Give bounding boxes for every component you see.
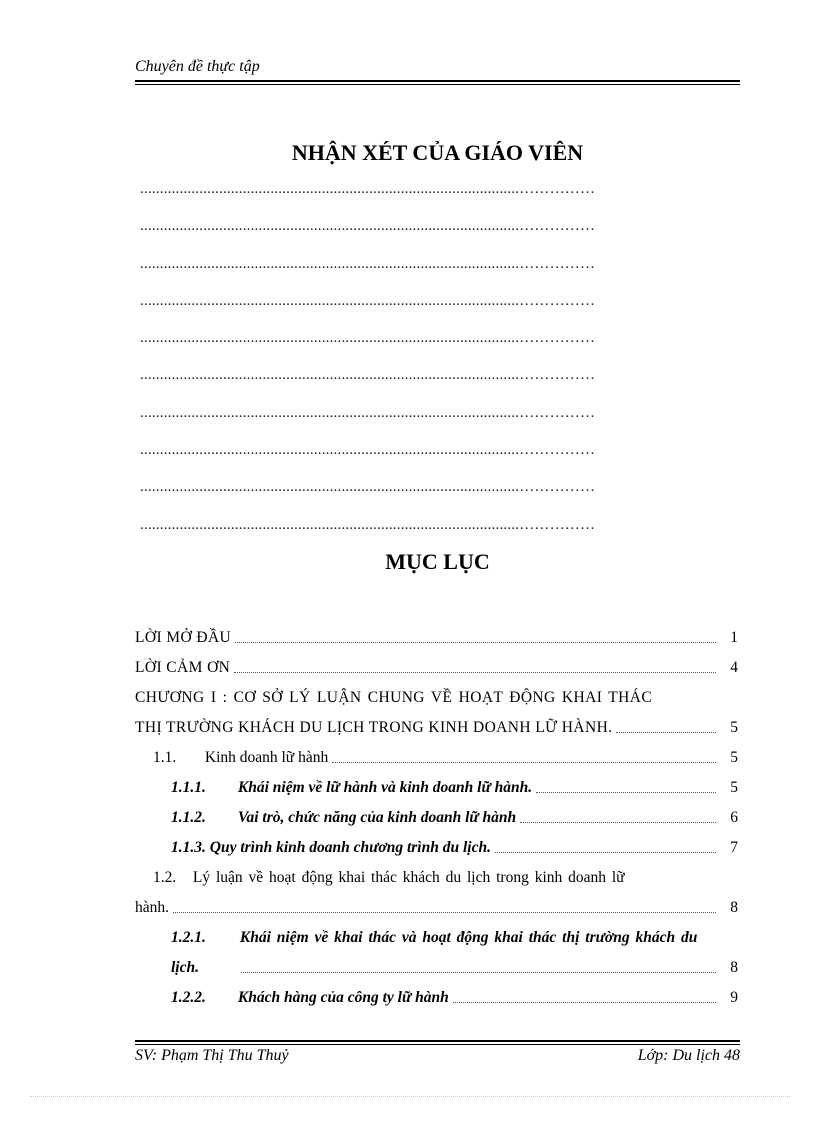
toc-entry[interactable] — [135, 920, 738, 950]
toc-entry-label: Lý luận về hoạt động khai thác khách du lịch trong kinh doanh lữ — [192, 869, 625, 886]
toc-page-number: 4 — [730, 659, 738, 676]
page-edge-divider — [30, 1095, 790, 1097]
toc-entry-label: Khái niệm về khai thác và hoạt động khai thác thị trường khách du — [239, 929, 698, 946]
toc-entry-number: 1.1. — [153, 749, 177, 766]
comment-line: ................................................................................................…………… — [140, 442, 596, 459]
toc-leader — [616, 731, 716, 733]
toc-page-number: 5 — [730, 719, 738, 736]
toc-page-number: 5 — [730, 749, 738, 766]
footer-student-name: SV: Phạm Thị Thu Thuỷ — [135, 1047, 289, 1064]
toc-page-number: 6 — [730, 809, 738, 826]
comments-title: NHẬN XÉT CỦA GIÁO VIÊN — [291, 140, 584, 165]
toc-leader — [173, 911, 716, 913]
comment-lines — [140, 180, 718, 553]
toc-entry-number: 1.2.2. — [171, 989, 206, 1006]
toc-page-number: 8 — [730, 899, 738, 916]
comment-line: ................................................................................................…………… — [140, 330, 596, 347]
toc-entry[interactable] — [135, 800, 738, 830]
toc-leader — [234, 671, 716, 673]
toc-entry[interactable] — [135, 980, 738, 1010]
toc-entry[interactable] — [135, 620, 738, 650]
comment-line: ................................................................................................…………… — [140, 181, 596, 197]
toc-entry-label: Khách hàng của công ty lữ hành — [237, 989, 449, 1006]
toc-entry[interactable] — [135, 830, 738, 860]
toc-entry-label: lịch. — [171, 959, 199, 976]
toc-title: MỤC LỤC — [385, 549, 490, 574]
toc-leader — [536, 791, 716, 793]
toc-page-number: 8 — [730, 959, 738, 976]
toc-leader — [235, 641, 716, 643]
toc-entry-continuation[interactable] — [135, 950, 738, 980]
toc-entry-number: 1.1.2. — [171, 809, 206, 826]
toc-entry-number: 1.2. — [153, 869, 177, 886]
comment-line: ................................................................................................…………… — [140, 292, 596, 309]
comment-line: ................................................................................................…………… — [140, 255, 596, 272]
toc-leader — [241, 971, 716, 973]
toc-entry-continuation[interactable] — [135, 890, 738, 920]
header-rule — [135, 80, 740, 85]
toc-leader — [332, 761, 716, 763]
toc-entry-continuation[interactable] — [135, 710, 738, 740]
toc-entry-label: LỜI CẢM ƠN — [135, 659, 231, 676]
comment-line: ................................................................................................…………… — [140, 367, 596, 384]
toc-page-number: 1 — [730, 629, 738, 646]
toc-entry[interactable] — [135, 680, 738, 710]
toc-leader — [453, 1001, 716, 1003]
toc-page-number: 7 — [730, 839, 738, 856]
toc-entry-label: hành. — [135, 899, 170, 916]
toc-entry[interactable] — [135, 650, 738, 680]
toc-entry-label: Khái niệm về lữ hành và kinh doanh lữ hành. — [237, 779, 533, 796]
header-title: Chuyên đề thực tập — [135, 58, 260, 75]
toc-leader — [495, 851, 716, 853]
comment-line: ................................................................................................…………… — [140, 218, 596, 235]
toc-entry[interactable] — [135, 770, 738, 800]
toc-page-number: 9 — [730, 989, 738, 1006]
comment-line: ................................................................................................…………… — [140, 479, 596, 496]
footer-class-name: Lớp: Du lịch 48 — [637, 1047, 740, 1064]
toc-entry-label: Vai trò, chức năng của kinh doanh lữ hành — [237, 809, 517, 826]
toc-entry-label: THỊ TRƯỜNG KHÁCH DU LỊCH TRONG KINH DOANH LỮ HÀNH. — [135, 719, 613, 736]
toc-entry[interactable] — [135, 740, 738, 770]
toc-leader — [520, 821, 716, 823]
toc-entry-label: 1.1.3. Quy trình kinh doanh chương trình du lịch. — [171, 839, 491, 856]
toc-entry-label: Kinh doanh lữ hành — [204, 749, 329, 766]
toc-entry-number: 1.1.1. — [171, 779, 206, 796]
comment-line: ................................................................................................…………… — [140, 404, 596, 421]
footer-rule — [135, 1040, 740, 1045]
table-of-contents — [135, 620, 738, 1010]
toc-entry-label: LỜI MỞ ĐẦU — [135, 629, 232, 646]
toc-page-number: 5 — [730, 779, 738, 796]
toc-entry-label: CHƯƠNG I : CƠ SỞ LÝ LUẬN CHUNG VỀ HOẠT ĐỘNG KHAI THÁC — [135, 689, 653, 706]
toc-entry[interactable] — [135, 860, 738, 890]
toc-entry-number: 1.2.1. — [171, 929, 206, 946]
comment-line: ................................................................................................…………… — [140, 516, 596, 533]
